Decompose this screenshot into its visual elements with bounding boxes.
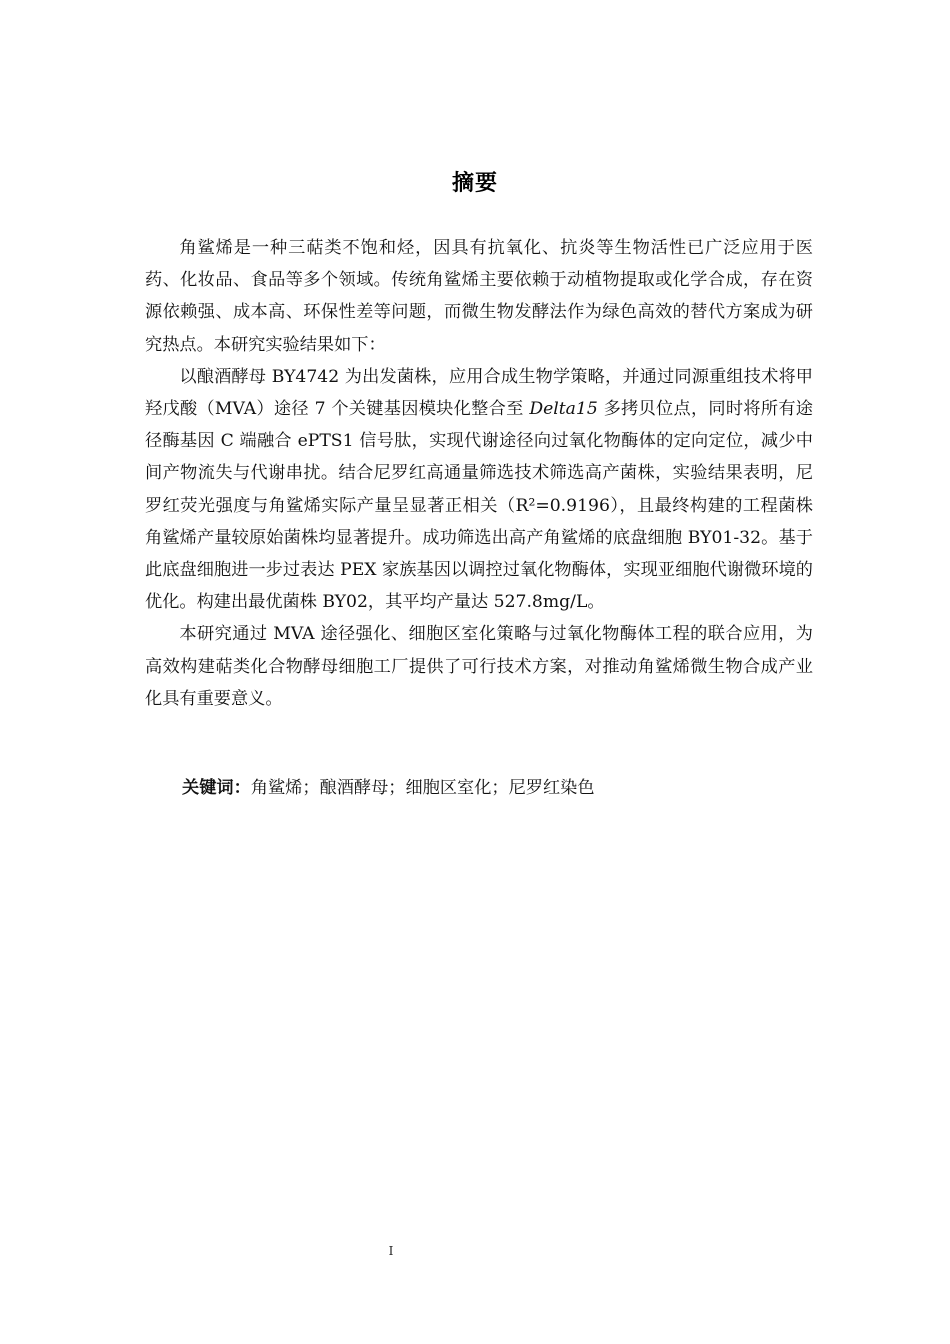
abstract-paragraph-1 bbox=[145, 232, 813, 361]
paragraph-text: 角鲨烯是一种三萜类不饱和烃，因具有抗氧化、抗炎等生物活性已广泛应用于医药、化妆品、食品等多个领域。传统角鲨烯主要依赖于动植物提取或化学合成，存在资源依赖强、成本高、环保性差等问题，而微生物发酵法作为绿色高效的替代方案成为研究热点。本研究实验结果如下： bbox=[145, 238, 813, 355]
abstract-paragraph-3 bbox=[145, 618, 813, 715]
italic-locus-name: Delta15 bbox=[529, 399, 598, 420]
abstract-title: 摘要 bbox=[451, 171, 498, 196]
keywords-line bbox=[182, 772, 595, 804]
keywords-label: 关键词： bbox=[182, 778, 251, 798]
keywords-text: 角鲨烯；酿酒酵母；细胞区室化；尼罗红染色 bbox=[250, 778, 595, 798]
abstract-body bbox=[145, 232, 813, 715]
paragraph-text: 以酿酒酵母 BY4742 为出发菌株，应用合成生物学策略，并通过同源重组技术将甲羟戊酸（MVA）途径 7 个关键基因模块化整合至 bbox=[145, 366, 813, 420]
paragraph-text: 本研究通过 MVA 途径强化、细胞区室化策略与过氧化物酶体工程的联合应用，为高效构建萜类化合物酵母细胞工厂提供了可行技术方案，对推动角鲨烯微生物合成产业化具有重要意义。 bbox=[145, 624, 813, 709]
page-number: I bbox=[388, 1244, 394, 1258]
abstract-paragraph-2 bbox=[145, 361, 813, 619]
paragraph-text: 多拷贝位点，同时将所有途径酶基因 C 端融合 ePTS1 信号肽，实现代谢途径向过氧化物酶体的定向定位，减少中间产物流失与代谢串扰。结合尼罗红高通量筛选技术筛选高产菌株，实验结果表明，尼罗红荧光强度与角鲨烯实际产量呈显著正相关（R²=0.9196），且最终构建的工程菌株角鲨烯产量较原始菌株均显著提升。成功筛选出高产角鲨烯的底盘细胞 BY01-32。基于此底盘细胞进一步过表达 PEX 家族基因以调控过氧化物酶体，实现亚细胞代谢微环境的优化。构建出最优菌株 BY02，其平均产量达 527.8mg/L。 bbox=[145, 399, 813, 613]
